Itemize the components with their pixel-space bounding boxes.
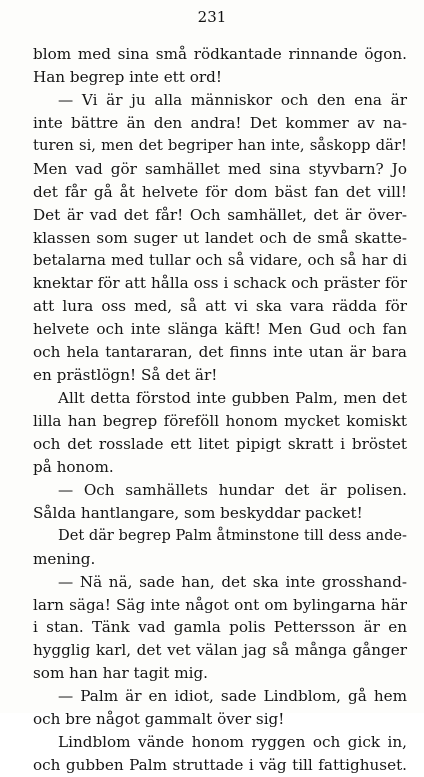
text-line: blom med sina små rödkantade rinnande ögon. xyxy=(33,45,407,63)
text-line: Allt detta förstod inte gubben Palm, men det xyxy=(58,389,407,408)
text-line: och gubben Palm struttade i väg till fattighuset. xyxy=(33,756,407,775)
text-line: Lindblom vände honom ryggen och gick in, xyxy=(58,733,407,752)
text-line: — Vi är ju alla människor och den ena är xyxy=(58,90,407,109)
text-line: inte bättre än den andra! Det kommer av na- xyxy=(33,113,407,132)
text-line: helvete och inte slänga käft! Men Gud och fan xyxy=(33,320,407,339)
text-line: Men vad gör samhället med sina styvbarn? Jo xyxy=(33,159,407,178)
text-line: på honom. xyxy=(33,457,114,476)
text-line: Sålda hantlangare, som beskyddar packet! xyxy=(33,503,363,522)
text-line: knektar för att hålla oss i schack och präster för xyxy=(33,274,407,293)
text-line: det får gå åt helvete för dom bäst fan det vill! xyxy=(33,182,407,201)
text-line: turen si, men det begriper han inte, såskopp där! xyxy=(33,136,407,154)
text-line: som han har tagit mig. xyxy=(33,664,209,683)
text-line: och hela tantararan, det finns inte utan är bara xyxy=(33,343,407,362)
text-line: och bre något gammalt över sig! xyxy=(33,710,285,729)
page-number: 231 xyxy=(197,8,227,26)
text-line: och det rosslade ett litet pipigt skratt i bröstet xyxy=(33,434,407,453)
text-line: hygglig karl, det vet välan jag så många gånger xyxy=(33,641,407,660)
text-line: att lura oss med, så att vi ska vara rädda för xyxy=(33,297,407,316)
text-line: — Palm är en idiot, sade Lindblom, gå hem xyxy=(58,687,407,706)
text-line: Det där begrep Palm åtminstone till dess ande- xyxy=(58,526,407,544)
text-line: klassen som suger ut landet och de små skatte- xyxy=(33,228,407,247)
text-line: Det är vad det får! Och samhället, det är över- xyxy=(33,205,407,224)
text-line: en prästlögn! Så det är! xyxy=(33,366,218,385)
text-line: — Nä nä, sade han, det ska inte grosshand- xyxy=(58,572,407,591)
text-line: i stan. Tänk vad gamla polis Pettersson är en xyxy=(33,618,407,637)
text-line: mening. xyxy=(33,549,96,568)
text-line: lilla han begrep föreföll honom mycket komiskt xyxy=(33,412,407,430)
text-line: betalarna med tullar och så vidare, och så har di xyxy=(33,251,407,270)
text-line: larn säga! Säg inte något ont om bylingarna här xyxy=(33,595,407,614)
text-line: — Och samhällets hundar det är polisen. xyxy=(58,480,407,499)
text-line: Han begrep inte ett ord! xyxy=(33,67,222,86)
body-text xyxy=(33,43,407,777)
